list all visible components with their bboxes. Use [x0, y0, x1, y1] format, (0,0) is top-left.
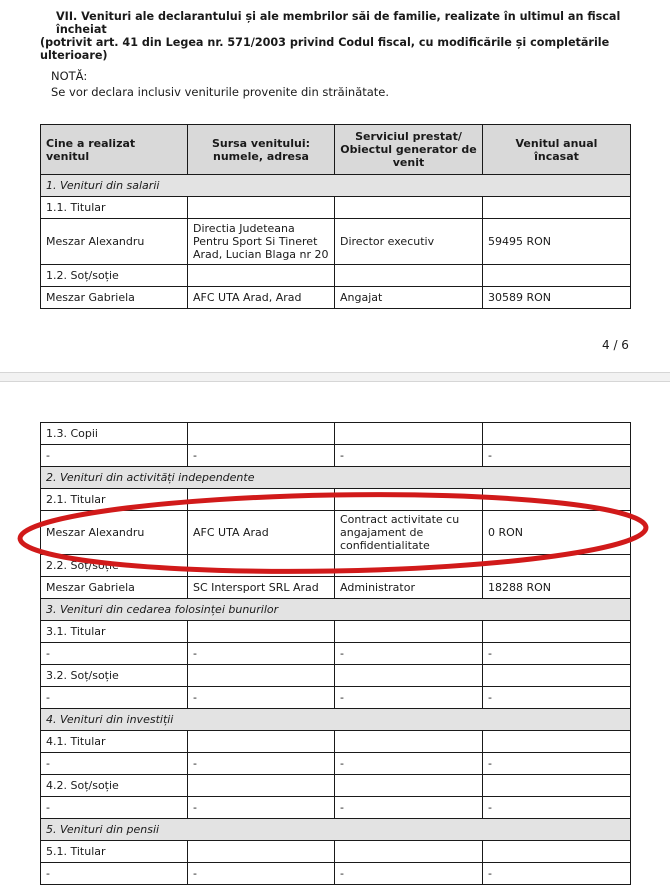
subsection-row: 3.2. Soț/soție: [41, 665, 631, 687]
table-row: Meszar Alexandru Directia Judeteana Pentru Sport Si Tineret Arad, Lucian Blaga nr 20 Director executiv 59495 RON: [41, 219, 631, 265]
income-table-part-2: [40, 422, 631, 885]
subsection-row: 1.1. Titular: [41, 197, 631, 219]
section-row: 2. Venituri din activități independente: [41, 467, 631, 489]
subsection-row: 2.1. Titular: [41, 489, 631, 511]
table-row: - - - -: [41, 643, 631, 665]
header-who: Cine a realizat venitul: [41, 125, 188, 175]
note-title: NOTĂ:: [51, 69, 88, 83]
table-row: - - - -: [41, 687, 631, 709]
subsection-row: 1.3. Copii: [41, 423, 631, 445]
subsection-row: 4.2. Soț/soție: [41, 775, 631, 797]
section-row: 3. Venituri din cedarea folosinței bunurilor: [41, 599, 631, 621]
subsection-row: 4.1. Titular: [41, 731, 631, 753]
table-row-highlighted: Meszar Alexandru AFC UTA Arad Contract activitate cu angajament de confidentialitate 0 RON: [41, 511, 631, 555]
table-row: - - - -: [41, 753, 631, 775]
table-header-row: [41, 125, 631, 175]
subsection-row: 1.2. Soț/soție: [41, 265, 631, 287]
income-table-part-1: [40, 124, 631, 309]
section-row: 1. Venituri din salarii: [41, 175, 631, 197]
table-row: - - - -: [41, 445, 631, 467]
subsection-row: 5.1. Titular: [41, 841, 631, 863]
note-text: Se vor declara inclusiv veniturile provenite din străinătate.: [51, 85, 390, 99]
subsection-row: 3.1. Titular: [41, 621, 631, 643]
header-source: Sursa venitului: numele, adresa: [188, 125, 335, 175]
table-row: Meszar Gabriela SC Intersport SRL Arad Administrator 18288 RON: [41, 577, 631, 599]
header-service: Serviciul prestat/ Obiectul generator de venit: [335, 125, 483, 175]
note-block: [51, 68, 389, 100]
section-row: 4. Venituri din investiții: [41, 709, 631, 731]
page-number: 4 / 6: [602, 338, 629, 352]
page-separator: [0, 372, 670, 382]
table-row: Meszar Gabriela AFC UTA Arad, Arad Angajat 30589 RON: [41, 287, 631, 309]
document-page-4: [0, 0, 670, 372]
section-heading: VII. Venituri ale declarantului și ale membrilor săi de familie, realizate în ultimul an fiscal încheiat (potrivit art. 41 din Legea nr. 571/2003 privind Codul fiscal, cu modificările și completările ulterioare): [40, 10, 621, 62]
header-income: Venitul anual încasat: [483, 125, 631, 175]
table-row: - - - -: [41, 797, 631, 819]
subsection-row: 2.2. Soț/soție: [41, 555, 631, 577]
table-row: - - - -: [41, 863, 631, 885]
document-page-5: [0, 382, 670, 888]
section-row: 5. Venituri din pensii: [41, 819, 631, 841]
